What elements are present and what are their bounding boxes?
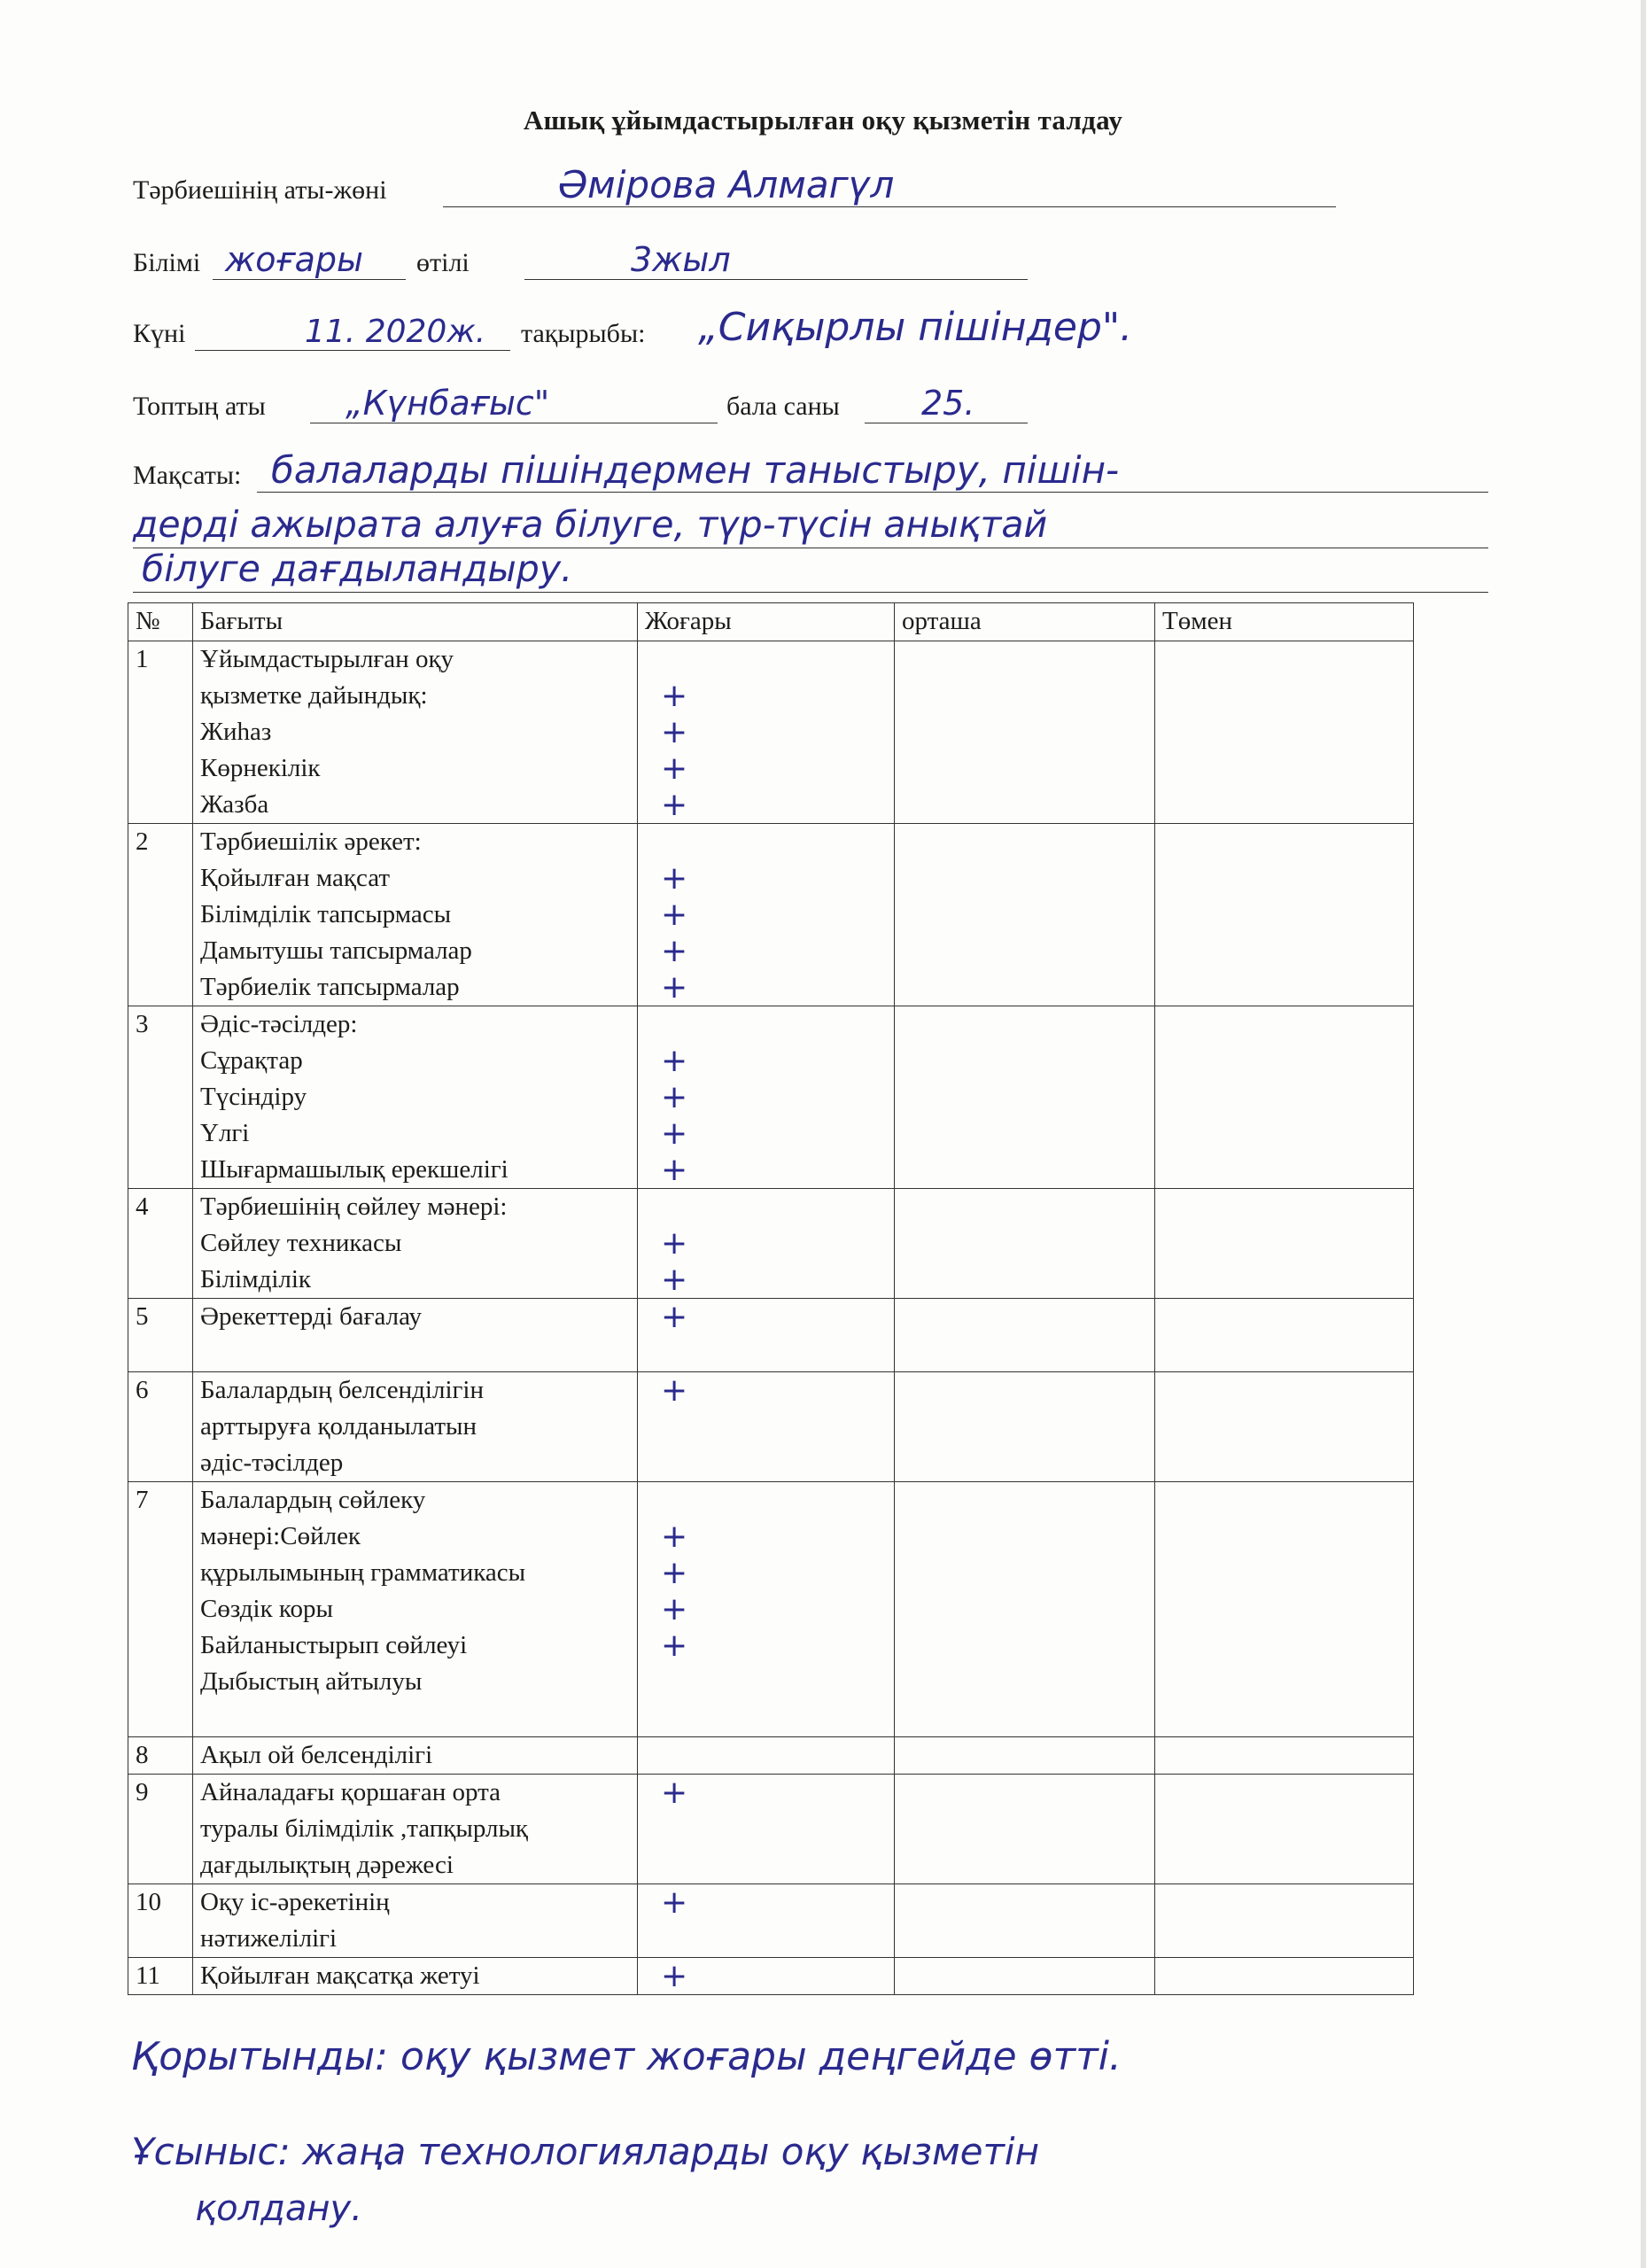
row-criteria [193, 1958, 638, 1995]
row-criteria [193, 1482, 638, 1737]
criteria-line [200, 1700, 630, 1736]
high-marks [638, 1299, 895, 1372]
goal-label: Мақсаты: [133, 461, 242, 490]
low-cell [1155, 1884, 1414, 1958]
medium-cell [895, 1958, 1155, 1995]
criteria-line: Дыбыстың айтылуы [200, 1667, 423, 1696]
medium-cell [895, 1299, 1155, 1372]
header-direction: Бағыты [193, 603, 638, 641]
medium-cell [895, 1189, 1155, 1299]
table-row [128, 1006, 1414, 1189]
row-criteria [193, 1299, 638, 1372]
plus-mark: + [661, 969, 688, 1006]
topic-value: „Сиқырлы пішіндер". [698, 305, 1133, 350]
criteria-line [200, 1335, 630, 1371]
criteria-line: Дамытушы тапсырмалар [200, 936, 472, 965]
low-cell [1155, 1482, 1414, 1737]
plus-mark: + [661, 1627, 688, 1664]
plus-mark: + [661, 1372, 688, 1409]
teacher-row [133, 158, 1338, 211]
criteria-line: Тәрбиешінің сөйлеу мәнері: [200, 1192, 508, 1221]
criteria-line: Сөздік коры [200, 1595, 334, 1623]
plus-mark: + [661, 860, 688, 897]
criteria-line: Ақыл ой белсенділігі [200, 1741, 433, 1769]
medium-cell [895, 1006, 1155, 1189]
criteria-line: туралы білімділік ,тапқырлық [200, 1814, 529, 1843]
plus-mark: + [661, 1958, 688, 1994]
table-row [128, 1189, 1414, 1299]
row-number: 6 [128, 1372, 193, 1482]
row-number: 5 [128, 1299, 193, 1372]
plus-mark: + [661, 1775, 688, 1811]
group-value: „Күнбағыс" [346, 384, 550, 423]
education-field [213, 226, 406, 280]
medium-cell [895, 1482, 1155, 1737]
criteria-line: мәнері:Сөйлек [200, 1522, 361, 1550]
date-value: 11. 2020ж. [305, 314, 486, 350]
criteria-line: Байланыстырып сөйлеуі [200, 1631, 468, 1659]
plus-mark: + [661, 1299, 688, 1335]
high-marks [638, 1482, 895, 1737]
experience-label: өтілі [416, 248, 470, 277]
teacher-field [443, 153, 1336, 207]
topic-label: тақырыбы: [521, 319, 646, 348]
plus-mark: + [661, 1225, 688, 1262]
row-number: 9 [128, 1775, 193, 1884]
date-field [195, 297, 510, 351]
criteria-line: қызметке дайындық: [200, 681, 428, 710]
criteria-line: Ұйымдастырылған оқу [200, 645, 454, 673]
date-row [133, 301, 1285, 354]
criteria-line: Шығармашылық ерекшелігі [200, 1155, 509, 1184]
row-number: 10 [128, 1884, 193, 1958]
goal-row [133, 443, 1488, 496]
criteria-line: дағдылықтың дәрежесі [200, 1851, 454, 1879]
criteria-line: Айналадағы қоршаған орта [200, 1778, 501, 1806]
group-label: Топтың аты [133, 392, 266, 421]
plus-mark: + [661, 1115, 688, 1152]
teacher-label: Тәрбиешінің аты-жөні [133, 175, 387, 205]
suggestion-line-1: Ұсыныс: жаңа технологияларды оқу қызметін [131, 2130, 1040, 2173]
criteria-line: Әдіс-тәсілдер: [200, 1010, 358, 1038]
header-number: № [128, 603, 193, 641]
plus-mark: + [661, 750, 688, 787]
high-marks [638, 1884, 895, 1958]
row-criteria [193, 1189, 638, 1299]
plus-mark [661, 1189, 887, 1225]
medium-cell [895, 824, 1155, 1006]
education-row [133, 230, 1028, 284]
row-criteria [193, 1775, 638, 1884]
criteria-line: Қойылған мақсатқа жетуі [200, 1961, 480, 1990]
row-number: 4 [128, 1189, 193, 1299]
children-field [865, 369, 1028, 423]
row-criteria [193, 1737, 638, 1775]
medium-cell [895, 641, 1155, 824]
table-row [128, 1737, 1414, 1775]
teacher-value: Әміpова Алмагүл [558, 163, 895, 206]
medium-cell [895, 1884, 1155, 1958]
criteria-line: Тәрбиелік тапсырмалар [200, 973, 460, 1001]
table-row [128, 824, 1414, 1006]
criteria-line: Оқу іс-әрекетінің [200, 1888, 390, 1916]
plus-mark: + [661, 787, 688, 823]
low-cell [1155, 1189, 1414, 1299]
topic-field [672, 297, 1247, 351]
plus-mark: + [661, 1262, 688, 1298]
row-number: 1 [128, 641, 193, 824]
plus-mark: + [661, 1555, 688, 1591]
evaluation-table [128, 602, 1414, 1995]
criteria-line: Сөйлеу техникасы [200, 1229, 402, 1257]
criteria-line: Білімділік тапсырмасы [200, 900, 452, 928]
page-edge [1641, 0, 1646, 2268]
row-number: 2 [128, 824, 193, 1006]
criteria-line: Білімділік [200, 1265, 312, 1293]
goal-line-3-text: білуге дағдыландыру. [142, 548, 573, 590]
conclusion-text: Қорытынды: оқу қызмет жоғары деңгейде өтті. [131, 2034, 1122, 2079]
high-marks [638, 1775, 895, 1884]
row-number: 3 [128, 1006, 193, 1189]
criteria-line: Әрекеттерді бағалау [200, 1302, 422, 1331]
high-marks [638, 1958, 895, 1995]
low-cell [1155, 1299, 1414, 1372]
criteria-line: Тәрбиешілік әрекет: [200, 827, 422, 856]
plus-mark [661, 1482, 887, 1518]
high-marks [638, 1189, 895, 1299]
goal-line-3 [133, 540, 1488, 593]
plus-mark [661, 641, 887, 678]
table-header-row [128, 603, 1414, 641]
document-title: Ашық ұйымдастырылған оқу қызметін талдау [523, 105, 1123, 136]
plus-mark: + [661, 1518, 688, 1555]
high-marks [638, 1737, 895, 1775]
high-marks [638, 1006, 895, 1189]
high-marks [638, 641, 895, 824]
education-label: Білімі [133, 248, 201, 277]
low-cell [1155, 641, 1414, 824]
group-row [133, 374, 1028, 427]
table-row [128, 1482, 1414, 1737]
row-criteria [193, 824, 638, 1006]
plus-mark: + [661, 933, 688, 969]
low-cell [1155, 1006, 1414, 1189]
criteria-line: арттыруға қолданылатын [200, 1412, 477, 1441]
plus-mark: + [661, 714, 688, 750]
table-row [128, 1299, 1414, 1372]
date-label: Күні [133, 319, 186, 348]
plus-mark: + [661, 1043, 688, 1079]
plus-mark: + [661, 678, 688, 714]
goal-line-2-text: дерді ажырата алуға білуге, түр-түсін анықтай [133, 503, 1048, 546]
row-number: 11 [128, 1958, 193, 1995]
table-row [128, 1884, 1414, 1958]
criteria-line: Түсіндіру [200, 1083, 307, 1111]
row-criteria [193, 1372, 638, 1482]
criteria-line: Балалардың сөйлеку [200, 1486, 426, 1514]
row-number: 7 [128, 1482, 193, 1737]
criteria-line: Жазба [200, 790, 269, 819]
plus-mark [661, 1006, 887, 1043]
row-number: 8 [128, 1737, 193, 1775]
low-cell [1155, 1737, 1414, 1775]
header-high: Жоғары [638, 603, 895, 641]
children-label: бала саны [726, 392, 840, 421]
plus-mark [661, 1737, 887, 1774]
header-medium: орташа [895, 603, 1155, 641]
high-marks [638, 824, 895, 1006]
goal-line-1-text: балаларды пішіндермен таныстыру, пішін- [271, 448, 1120, 492]
medium-cell [895, 1372, 1155, 1482]
education-value: жоғары [225, 240, 364, 279]
table-row [128, 641, 1414, 824]
goal-line-1 [257, 439, 1488, 493]
criteria-line: Үлгі [200, 1119, 250, 1147]
plus-mark: + [661, 1884, 688, 1921]
low-cell [1155, 1775, 1414, 1884]
criteria-line: Қойылған мақсат [200, 864, 390, 892]
group-field [310, 369, 718, 423]
criteria-line: Жиһаз [200, 718, 272, 746]
criteria-line: нәтижелілігі [200, 1924, 338, 1953]
row-criteria [193, 641, 638, 824]
plus-mark: + [661, 1591, 688, 1627]
suggestion-line-2: қолдану. [195, 2188, 362, 2229]
medium-cell [895, 1737, 1155, 1775]
table-row [128, 1775, 1414, 1884]
row-criteria [193, 1006, 638, 1189]
children-value: 25. [921, 384, 975, 423]
plus-mark: + [661, 897, 688, 933]
plus-mark [661, 824, 887, 860]
low-cell [1155, 1958, 1414, 1995]
row-criteria [193, 1884, 638, 1958]
high-marks [638, 1372, 895, 1482]
criteria-line: Сұрақтар [200, 1046, 303, 1075]
criteria-line: құрылымының грамматикасы [200, 1558, 526, 1587]
low-cell [1155, 824, 1414, 1006]
low-cell [1155, 1372, 1414, 1482]
header-low: Төмен [1155, 603, 1414, 641]
table-row [128, 1372, 1414, 1482]
plus-mark: + [661, 1152, 688, 1188]
medium-cell [895, 1775, 1155, 1884]
experience-value: 3жыл [631, 240, 731, 279]
table-row [128, 1958, 1414, 1995]
plus-mark: + [661, 1079, 688, 1115]
criteria-line: Балалардың белсенділігін [200, 1376, 484, 1404]
experience-field [524, 226, 1028, 280]
criteria-line: әдіс-тәсілдер [200, 1449, 344, 1477]
criteria-line: Көрнекілік [200, 754, 321, 782]
